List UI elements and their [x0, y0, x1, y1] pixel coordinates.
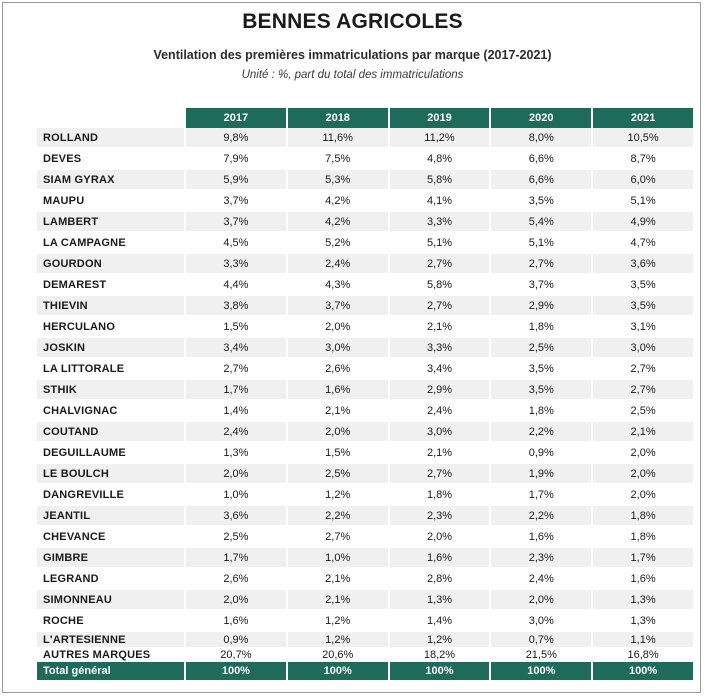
brand-label: CHALVIGNAC: [37, 401, 184, 422]
value-cell: 2,9%: [489, 296, 591, 317]
value-cell: 2,4%: [489, 569, 591, 590]
value-cell: 2,2%: [489, 506, 591, 527]
brand-label: ROLLAND: [37, 128, 184, 149]
value-cell: 1,8%: [591, 527, 693, 548]
value-cell: 11,2%: [388, 128, 490, 149]
value-cell: 3,7%: [184, 212, 286, 233]
table-row: [37, 380, 693, 401]
value-cell: 9,8%: [184, 128, 286, 149]
table-row: [37, 632, 693, 647]
value-cell: 7,5%: [286, 149, 388, 170]
total-cell: 100%: [286, 662, 388, 680]
table-row: [37, 275, 693, 296]
value-cell: 5,8%: [388, 275, 490, 296]
value-cell: 2,6%: [286, 359, 388, 380]
value-cell: 3,3%: [388, 338, 490, 359]
value-cell: 2,5%: [489, 338, 591, 359]
brand-label: CHEVANCE: [37, 527, 184, 548]
value-cell: 5,4%: [489, 212, 591, 233]
value-cell: 2,7%: [591, 380, 693, 401]
column-header-2020: 2020: [489, 108, 591, 128]
table-row: [37, 569, 693, 590]
brand-label: LAMBERT: [37, 212, 184, 233]
value-cell: 1,1%: [591, 632, 693, 647]
value-cell: 1,4%: [184, 401, 286, 422]
value-cell: 2,5%: [184, 527, 286, 548]
value-cell: 2,7%: [388, 464, 490, 485]
value-cell: 3,5%: [591, 296, 693, 317]
value-cell: 2,0%: [184, 464, 286, 485]
value-cell: 2,4%: [184, 422, 286, 443]
brand-label: HERCULANO: [37, 317, 184, 338]
total-cell: 100%: [489, 662, 591, 680]
brand-label: LEGRAND: [37, 569, 184, 590]
value-cell: 2,3%: [388, 506, 490, 527]
table-row: [37, 422, 693, 443]
brand-label: JEANTIL: [37, 506, 184, 527]
brand-label: ROCHE: [37, 611, 184, 632]
column-header-2017: 2017: [184, 108, 286, 128]
value-cell: 4,2%: [286, 212, 388, 233]
brand-label: DANGREVILLE: [37, 485, 184, 506]
value-cell: 2,1%: [286, 401, 388, 422]
value-cell: 4,7%: [591, 233, 693, 254]
table-row: [37, 149, 693, 170]
value-cell: 1,6%: [388, 548, 490, 569]
column-header-2019: 2019: [388, 108, 490, 128]
value-cell: 3,6%: [591, 254, 693, 275]
value-cell: 2,1%: [388, 317, 490, 338]
value-cell: 2,0%: [286, 317, 388, 338]
brand-label: SIMONNEAU: [37, 590, 184, 611]
brand-label: STHIK: [37, 380, 184, 401]
value-cell: 11,6%: [286, 128, 388, 149]
table-row: [37, 464, 693, 485]
value-cell: 3,1%: [591, 317, 693, 338]
value-cell: 1,2%: [286, 632, 388, 647]
value-cell: 1,6%: [591, 569, 693, 590]
value-cell: 1,6%: [286, 380, 388, 401]
value-cell: 3,4%: [184, 338, 286, 359]
table-row: [37, 647, 693, 662]
value-cell: 5,8%: [388, 170, 490, 191]
brand-label: L'ARTESIENNE: [37, 632, 184, 647]
value-cell: 2,1%: [388, 443, 490, 464]
table-row: [37, 527, 693, 548]
table-row: [37, 590, 693, 611]
chart-title: BENNES AGRICOLES: [242, 10, 463, 33]
table-row: [37, 254, 693, 275]
table-row: [37, 170, 693, 191]
value-cell: 18,2%: [388, 647, 490, 662]
value-cell: 0,7%: [489, 632, 591, 647]
value-cell: 2,0%: [184, 590, 286, 611]
value-cell: 0,9%: [489, 443, 591, 464]
value-cell: 1,3%: [591, 590, 693, 611]
value-cell: 2,7%: [286, 527, 388, 548]
brand-label: LE BOULCH: [37, 464, 184, 485]
value-cell: 1,4%: [388, 611, 490, 632]
brand-label: GIMBRE: [37, 548, 184, 569]
value-cell: 1,8%: [489, 401, 591, 422]
table-row: [37, 401, 693, 422]
total-cell: 100%: [184, 662, 286, 680]
value-cell: 3,5%: [489, 380, 591, 401]
value-cell: 3,7%: [286, 296, 388, 317]
brand-label: THIEVIN: [37, 296, 184, 317]
value-cell: 1,3%: [388, 590, 490, 611]
value-cell: 5,9%: [184, 170, 286, 191]
value-cell: 3,6%: [184, 506, 286, 527]
value-cell: 4,4%: [184, 275, 286, 296]
value-cell: 3,3%: [388, 212, 490, 233]
value-cell: 1,2%: [286, 485, 388, 506]
value-cell: 2,0%: [591, 443, 693, 464]
total-cell: 100%: [388, 662, 490, 680]
value-cell: 1,9%: [489, 464, 591, 485]
value-cell: 1,3%: [184, 443, 286, 464]
value-cell: 8,7%: [591, 149, 693, 170]
value-cell: 1,5%: [286, 443, 388, 464]
total-cell: 100%: [591, 662, 693, 680]
value-cell: 2,7%: [489, 254, 591, 275]
brand-label: COUTAND: [37, 422, 184, 443]
value-cell: 1,7%: [184, 548, 286, 569]
value-cell: 2,9%: [388, 380, 490, 401]
value-cell: 5,1%: [489, 233, 591, 254]
value-cell: 2,5%: [286, 464, 388, 485]
value-cell: 1,7%: [489, 485, 591, 506]
brand-label: AUTRES MARQUES: [37, 647, 184, 662]
table-row: [37, 338, 693, 359]
value-cell: 1,3%: [591, 611, 693, 632]
value-cell: 1,8%: [489, 317, 591, 338]
value-cell: 2,4%: [388, 401, 490, 422]
value-cell: 3,0%: [388, 422, 490, 443]
value-cell: 3,5%: [489, 191, 591, 212]
table-row: [37, 233, 693, 254]
value-cell: 3,5%: [489, 359, 591, 380]
table-row: [37, 548, 693, 569]
total-row: [37, 662, 693, 680]
value-cell: 1,7%: [591, 548, 693, 569]
brand-label: SIAM GYRAX: [37, 170, 184, 191]
unit-note: Unité : %, part du total des immatriculations: [241, 69, 464, 81]
value-cell: 2,0%: [591, 485, 693, 506]
column-header-2018: 2018: [286, 108, 388, 128]
brand-label: MAUPU: [37, 191, 184, 212]
table-row: [37, 212, 693, 233]
value-cell: 2,0%: [591, 464, 693, 485]
value-cell: 2,0%: [489, 590, 591, 611]
value-cell: 2,1%: [286, 590, 388, 611]
brand-label: DEMAREST: [37, 275, 184, 296]
value-cell: 3,0%: [591, 338, 693, 359]
value-cell: 2,7%: [184, 359, 286, 380]
value-cell: 2,0%: [388, 527, 490, 548]
value-cell: 2,6%: [184, 569, 286, 590]
value-cell: 3,3%: [184, 254, 286, 275]
column-header-2021: 2021: [591, 108, 693, 128]
value-cell: 4,3%: [286, 275, 388, 296]
value-cell: 2,3%: [489, 548, 591, 569]
value-cell: 1,2%: [388, 632, 490, 647]
value-cell: 8,0%: [489, 128, 591, 149]
registration-table: [37, 108, 693, 680]
value-cell: 1,8%: [591, 506, 693, 527]
value-cell: 0,9%: [184, 632, 286, 647]
table-row: [37, 485, 693, 506]
value-cell: 5,1%: [591, 191, 693, 212]
value-cell: 1,8%: [388, 485, 490, 506]
value-cell: 3,5%: [591, 275, 693, 296]
value-cell: 2,7%: [388, 296, 490, 317]
value-cell: 3,4%: [388, 359, 490, 380]
value-cell: 2,7%: [388, 254, 490, 275]
chart-subtitle: Ventilation des premières immatriculations par marque (2017-2021): [153, 48, 552, 62]
value-cell: 1,0%: [184, 485, 286, 506]
brand-label: LA LITTORALE: [37, 359, 184, 380]
value-cell: 2,4%: [286, 254, 388, 275]
value-cell: 2,7%: [591, 359, 693, 380]
header-row: [37, 108, 693, 128]
value-cell: 5,3%: [286, 170, 388, 191]
brand-label: LA CAMPAGNE: [37, 233, 184, 254]
value-cell: 6,6%: [489, 170, 591, 191]
table-row: [37, 611, 693, 632]
value-cell: 3,7%: [489, 275, 591, 296]
value-cell: 3,8%: [184, 296, 286, 317]
value-cell: 21,5%: [489, 647, 591, 662]
value-cell: 1,7%: [184, 380, 286, 401]
value-cell: 1,0%: [286, 548, 388, 569]
brand-label: JOSKIN: [37, 338, 184, 359]
value-cell: 20,7%: [184, 647, 286, 662]
value-cell: 4,1%: [388, 191, 490, 212]
value-cell: 5,1%: [388, 233, 490, 254]
value-cell: 1,6%: [489, 527, 591, 548]
value-cell: 5,2%: [286, 233, 388, 254]
brand-label: DEGUILLAUME: [37, 443, 184, 464]
value-cell: 7,9%: [184, 149, 286, 170]
table-row: [37, 443, 693, 464]
table-row: [37, 296, 693, 317]
value-cell: 4,9%: [591, 212, 693, 233]
value-cell: 10,5%: [591, 128, 693, 149]
value-cell: 3,0%: [286, 338, 388, 359]
table-row: [37, 317, 693, 338]
value-cell: 2,1%: [591, 422, 693, 443]
table-row: [37, 191, 693, 212]
brand-label: GOURDON: [37, 254, 184, 275]
total-label: Total général: [37, 662, 184, 680]
value-cell: 1,6%: [184, 611, 286, 632]
value-cell: 2,5%: [591, 401, 693, 422]
value-cell: 6,0%: [591, 170, 693, 191]
value-cell: 2,8%: [388, 569, 490, 590]
value-cell: 3,0%: [489, 611, 591, 632]
table-row: [37, 359, 693, 380]
value-cell: 2,0%: [286, 422, 388, 443]
value-cell: 1,5%: [184, 317, 286, 338]
header-corner: [37, 108, 184, 128]
value-cell: 20,6%: [286, 647, 388, 662]
value-cell: 4,8%: [388, 149, 490, 170]
table-row: [37, 506, 693, 527]
value-cell: 2,2%: [286, 506, 388, 527]
value-cell: 4,2%: [286, 191, 388, 212]
value-cell: 4,5%: [184, 233, 286, 254]
value-cell: 16,8%: [591, 647, 693, 662]
value-cell: 6,6%: [489, 149, 591, 170]
table-row: [37, 128, 693, 149]
value-cell: 2,1%: [286, 569, 388, 590]
value-cell: 2,2%: [489, 422, 591, 443]
value-cell: 3,7%: [184, 191, 286, 212]
brand-label: DEVES: [37, 149, 184, 170]
value-cell: 1,2%: [286, 611, 388, 632]
